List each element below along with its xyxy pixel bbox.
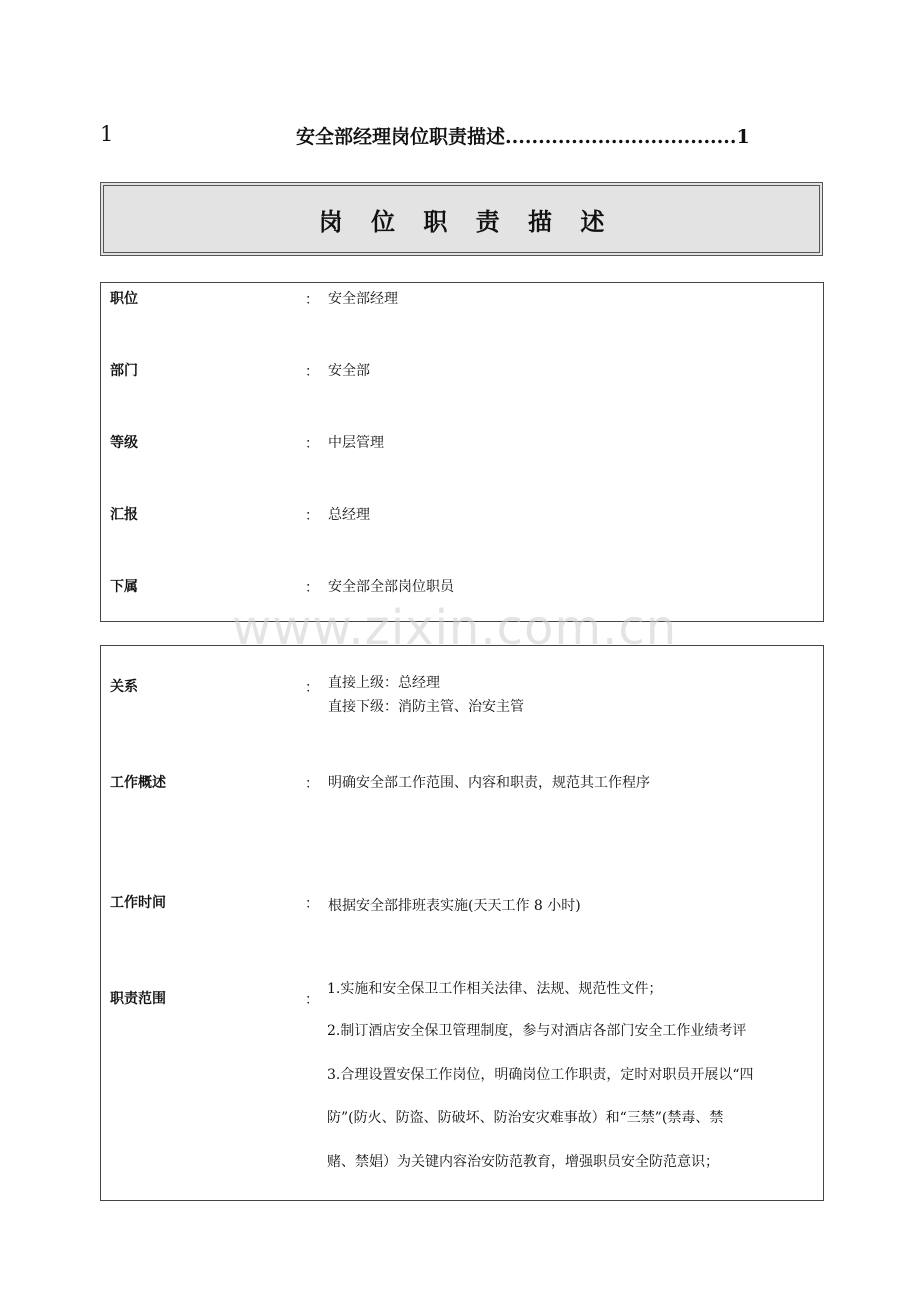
info-colon: ：	[305, 292, 319, 308]
responsibility-panel	[100, 645, 824, 1201]
info-label: 部门	[110, 363, 138, 379]
document-heading: 岗 位 职 责 描 述	[318, 206, 615, 236]
overview-value: 明确安全部工作范围、内容和职责，规范其工作程序	[328, 775, 650, 791]
document-heading-box	[100, 182, 823, 256]
toc-entry[interactable]	[100, 118, 750, 152]
hours-colon: ：	[305, 896, 319, 912]
info-colon: ：	[305, 364, 319, 380]
info-value: 安全部经理	[328, 291, 398, 307]
info-value: 中层管理	[328, 435, 384, 451]
duty-line: 2.制订酒店安全保卫管理制度，参与对酒店各部门安全工作业绩考评	[327, 1023, 747, 1039]
duty-line: 1.实施和安全保卫工作相关法律、法规、规范性文件；	[327, 981, 663, 997]
relations-colon: ：	[305, 680, 319, 696]
duties-label: 职责范围	[110, 991, 166, 1007]
hours-value: 根据安全部排班表实施(天天工作 8 小时)	[328, 898, 581, 914]
info-value: 安全部全部岗位职员	[328, 579, 454, 595]
watermark: www.zixin.com.cn	[232, 600, 678, 656]
relations-subordinates: 直接下级：消防主管、治安主管	[328, 699, 524, 715]
info-colon: ：	[305, 508, 319, 524]
toc-title[interactable]: 安全部经理岗位职责描述...................................1	[296, 126, 750, 148]
info-colon: ：	[305, 436, 319, 452]
info-label: 汇报	[110, 507, 138, 523]
info-label: 等级	[110, 435, 138, 451]
basic-info-panel	[100, 282, 824, 622]
info-label: 职位	[110, 291, 138, 307]
info-colon: ：	[305, 580, 319, 596]
info-label: 下属	[110, 579, 138, 595]
duty-line: 赌、禁娼）为关键内容治安防范教育，增强职员安全防范意识；	[327, 1154, 719, 1170]
overview-label: 工作概述	[110, 775, 166, 791]
toc-number: 1	[100, 122, 114, 146]
info-value: 总经理	[328, 507, 370, 523]
duty-line: 防”(防火、防盗、防破坏、防治安灾难事故）和“三禁”(禁毒、禁	[327, 1110, 724, 1126]
duties-colon: ：	[305, 992, 319, 1008]
overview-colon: ：	[305, 776, 319, 792]
hours-label: 工作时间	[110, 895, 166, 911]
relations-label: 关系	[110, 679, 138, 695]
relations-superior: 直接上级：总经理	[328, 675, 440, 691]
duty-line: 3.合理设置安保工作岗位，明确岗位工作职责，定时对职员开展以“四	[327, 1067, 754, 1083]
info-value: 安全部	[328, 363, 370, 379]
